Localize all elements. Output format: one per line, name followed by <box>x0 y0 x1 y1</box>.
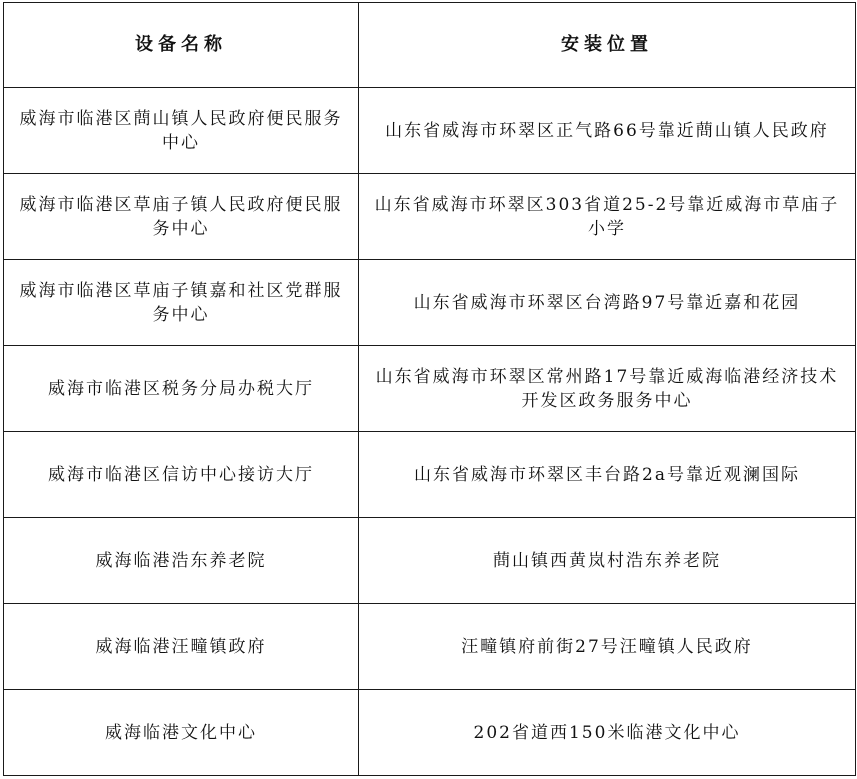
header-device-name: 设备名称 <box>4 3 359 88</box>
equipment-table-container <box>3 2 855 776</box>
table-row <box>4 88 856 174</box>
table-row <box>4 260 856 346</box>
device-name-cell: 威海临港浩东养老院 <box>4 518 359 604</box>
install-location-cell: 山东省威海市环翠区正气路66号靠近蔄山镇人民政府 <box>359 88 856 174</box>
device-name-cell: 威海市临港区草庙子镇嘉和社区党群服务中心 <box>4 260 359 346</box>
device-name-cell: 威海临港汪疃镇政府 <box>4 604 359 690</box>
table-row <box>4 604 856 690</box>
table-header-row <box>4 3 856 88</box>
device-name-cell: 威海市临港区信访中心接访大厅 <box>4 432 359 518</box>
table-row <box>4 432 856 518</box>
header-install-location: 安装位置 <box>359 3 856 88</box>
install-location-cell: 汪疃镇府前街27号汪疃镇人民政府 <box>359 604 856 690</box>
table-row <box>4 518 856 604</box>
table-row <box>4 346 856 432</box>
device-name-cell: 威海市临港区税务分局办税大厅 <box>4 346 359 432</box>
install-location-cell: 山东省威海市环翠区常州路17号靠近威海临港经济技术开发区政务服务中心 <box>359 346 856 432</box>
table-row <box>4 174 856 260</box>
install-location-cell: 山东省威海市环翠区台湾路97号靠近嘉和花园 <box>359 260 856 346</box>
install-location-cell: 蔄山镇西黄岚村浩东养老院 <box>359 518 856 604</box>
device-name-cell: 威海市临港区蔄山镇人民政府便民服务中心 <box>4 88 359 174</box>
device-name-cell: 威海临港文化中心 <box>4 690 359 776</box>
device-name-cell: 威海市临港区草庙子镇人民政府便民服务中心 <box>4 174 359 260</box>
table-row <box>4 690 856 776</box>
equipment-table <box>3 2 856 776</box>
install-location-cell: 山东省威海市环翠区丰台路2a号靠近观澜国际 <box>359 432 856 518</box>
install-location-cell: 山东省威海市环翠区303省道25-2号靠近威海市草庙子小学 <box>359 174 856 260</box>
install-location-cell: 202省道西150米临港文化中心 <box>359 690 856 776</box>
